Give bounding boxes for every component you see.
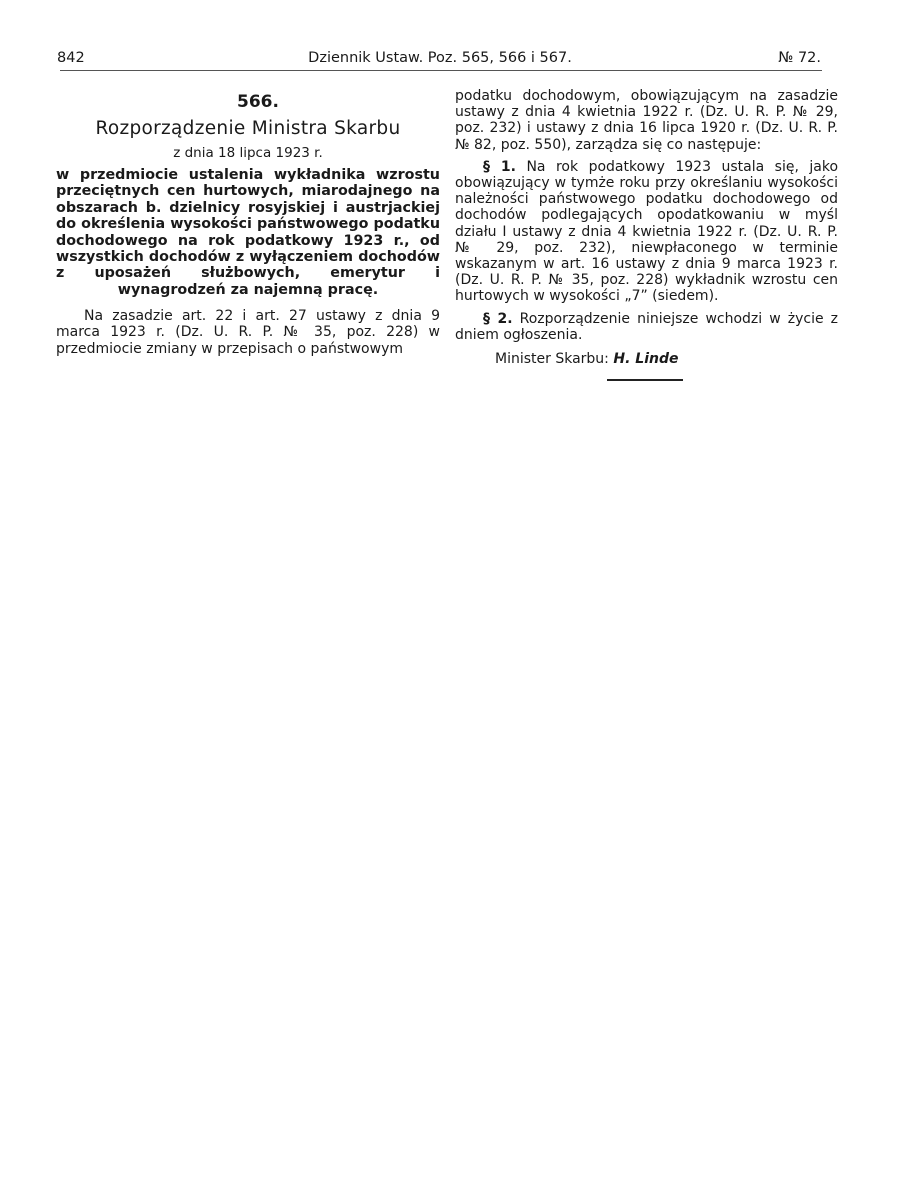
act-subject: w przedmiocie ustalenia wykładnika wzrostu przeciętnych cen hurtowych, miarodajnego na obszarach b. dzielnicy rosyjskiej i austrjackiej do określenia wysokości państwowego podatku dochodowego na rok podatkowy 1923 r., od wszystkich dochodów z wyłączeniem dochodów z uposażeń służbowych, emerytur i wynagrodzeń za najemną pracę. [56,167,440,298]
section-2 [455,311,838,343]
section-1-text: Na rok podatkowy 1923 ustala się, jako obowiązujący w tymże roku przy określaniu wysokości należności państwowego podatku dochodowego od dochodów podlegających opodatkowaniu w myśl działu I ustawy z dnia 4 kwietnia 1922 r. (Dz. U. R. P. № 29, poz. 232), niewpłaconego w terminie wskazanym w art. 16 ustawy z dnia 9 marca 1923 r. (Dz. U. R. P. № 35, poz. 228) wykładnik wzrostu cen hurtowych w wysokości „7” (siedem). [455,158,839,305]
act-date: z dnia 18 lipca 1923 r. [173,145,323,161]
issue-number: № 72. [778,50,821,66]
left-column [56,88,440,357]
section-2-mark: § 2. [483,310,513,327]
page-number: 842 [57,50,85,66]
section-2-text: Rozporządzenie niniejsze wchodzi w życie z dniem ogłoszenia. [455,310,838,343]
section-1-mark: § 1. [483,158,516,175]
right-column [455,88,838,381]
signature-name: H. Linde [613,351,679,368]
signature [495,351,838,367]
signature-label: Minister Skarbu: [495,351,609,368]
journal-title: Dziennik Ustaw. Poz. 565, 566 i 567. [308,50,572,66]
header-rule [60,70,822,71]
page-header [57,50,823,72]
section-1 [455,159,838,305]
act-title: Rozporządzenie Ministra Skarbu [95,118,401,139]
preamble-left: Na zasadzie art. 22 i art. 27 ustawy z dnia 9 marca 1923 r. (Dz. U. R. P. № 35, poz. 228) w przedmiocie zmiany w przepisach o państwowym [56,308,440,357]
position-number: 566. [237,92,279,112]
closing-rule [607,379,683,381]
preamble-right: podatku dochodowym, obowiązującym na zasadzie ustawy z dnia 4 kwietnia 1922 r. (Dz. U. R. P. № 29, poz. 232) i ustawy z dnia 16 lipca 1920 r. (Dz. U. R. P. № 82, poz. 550), zarządza się co następuje: [455,88,838,153]
